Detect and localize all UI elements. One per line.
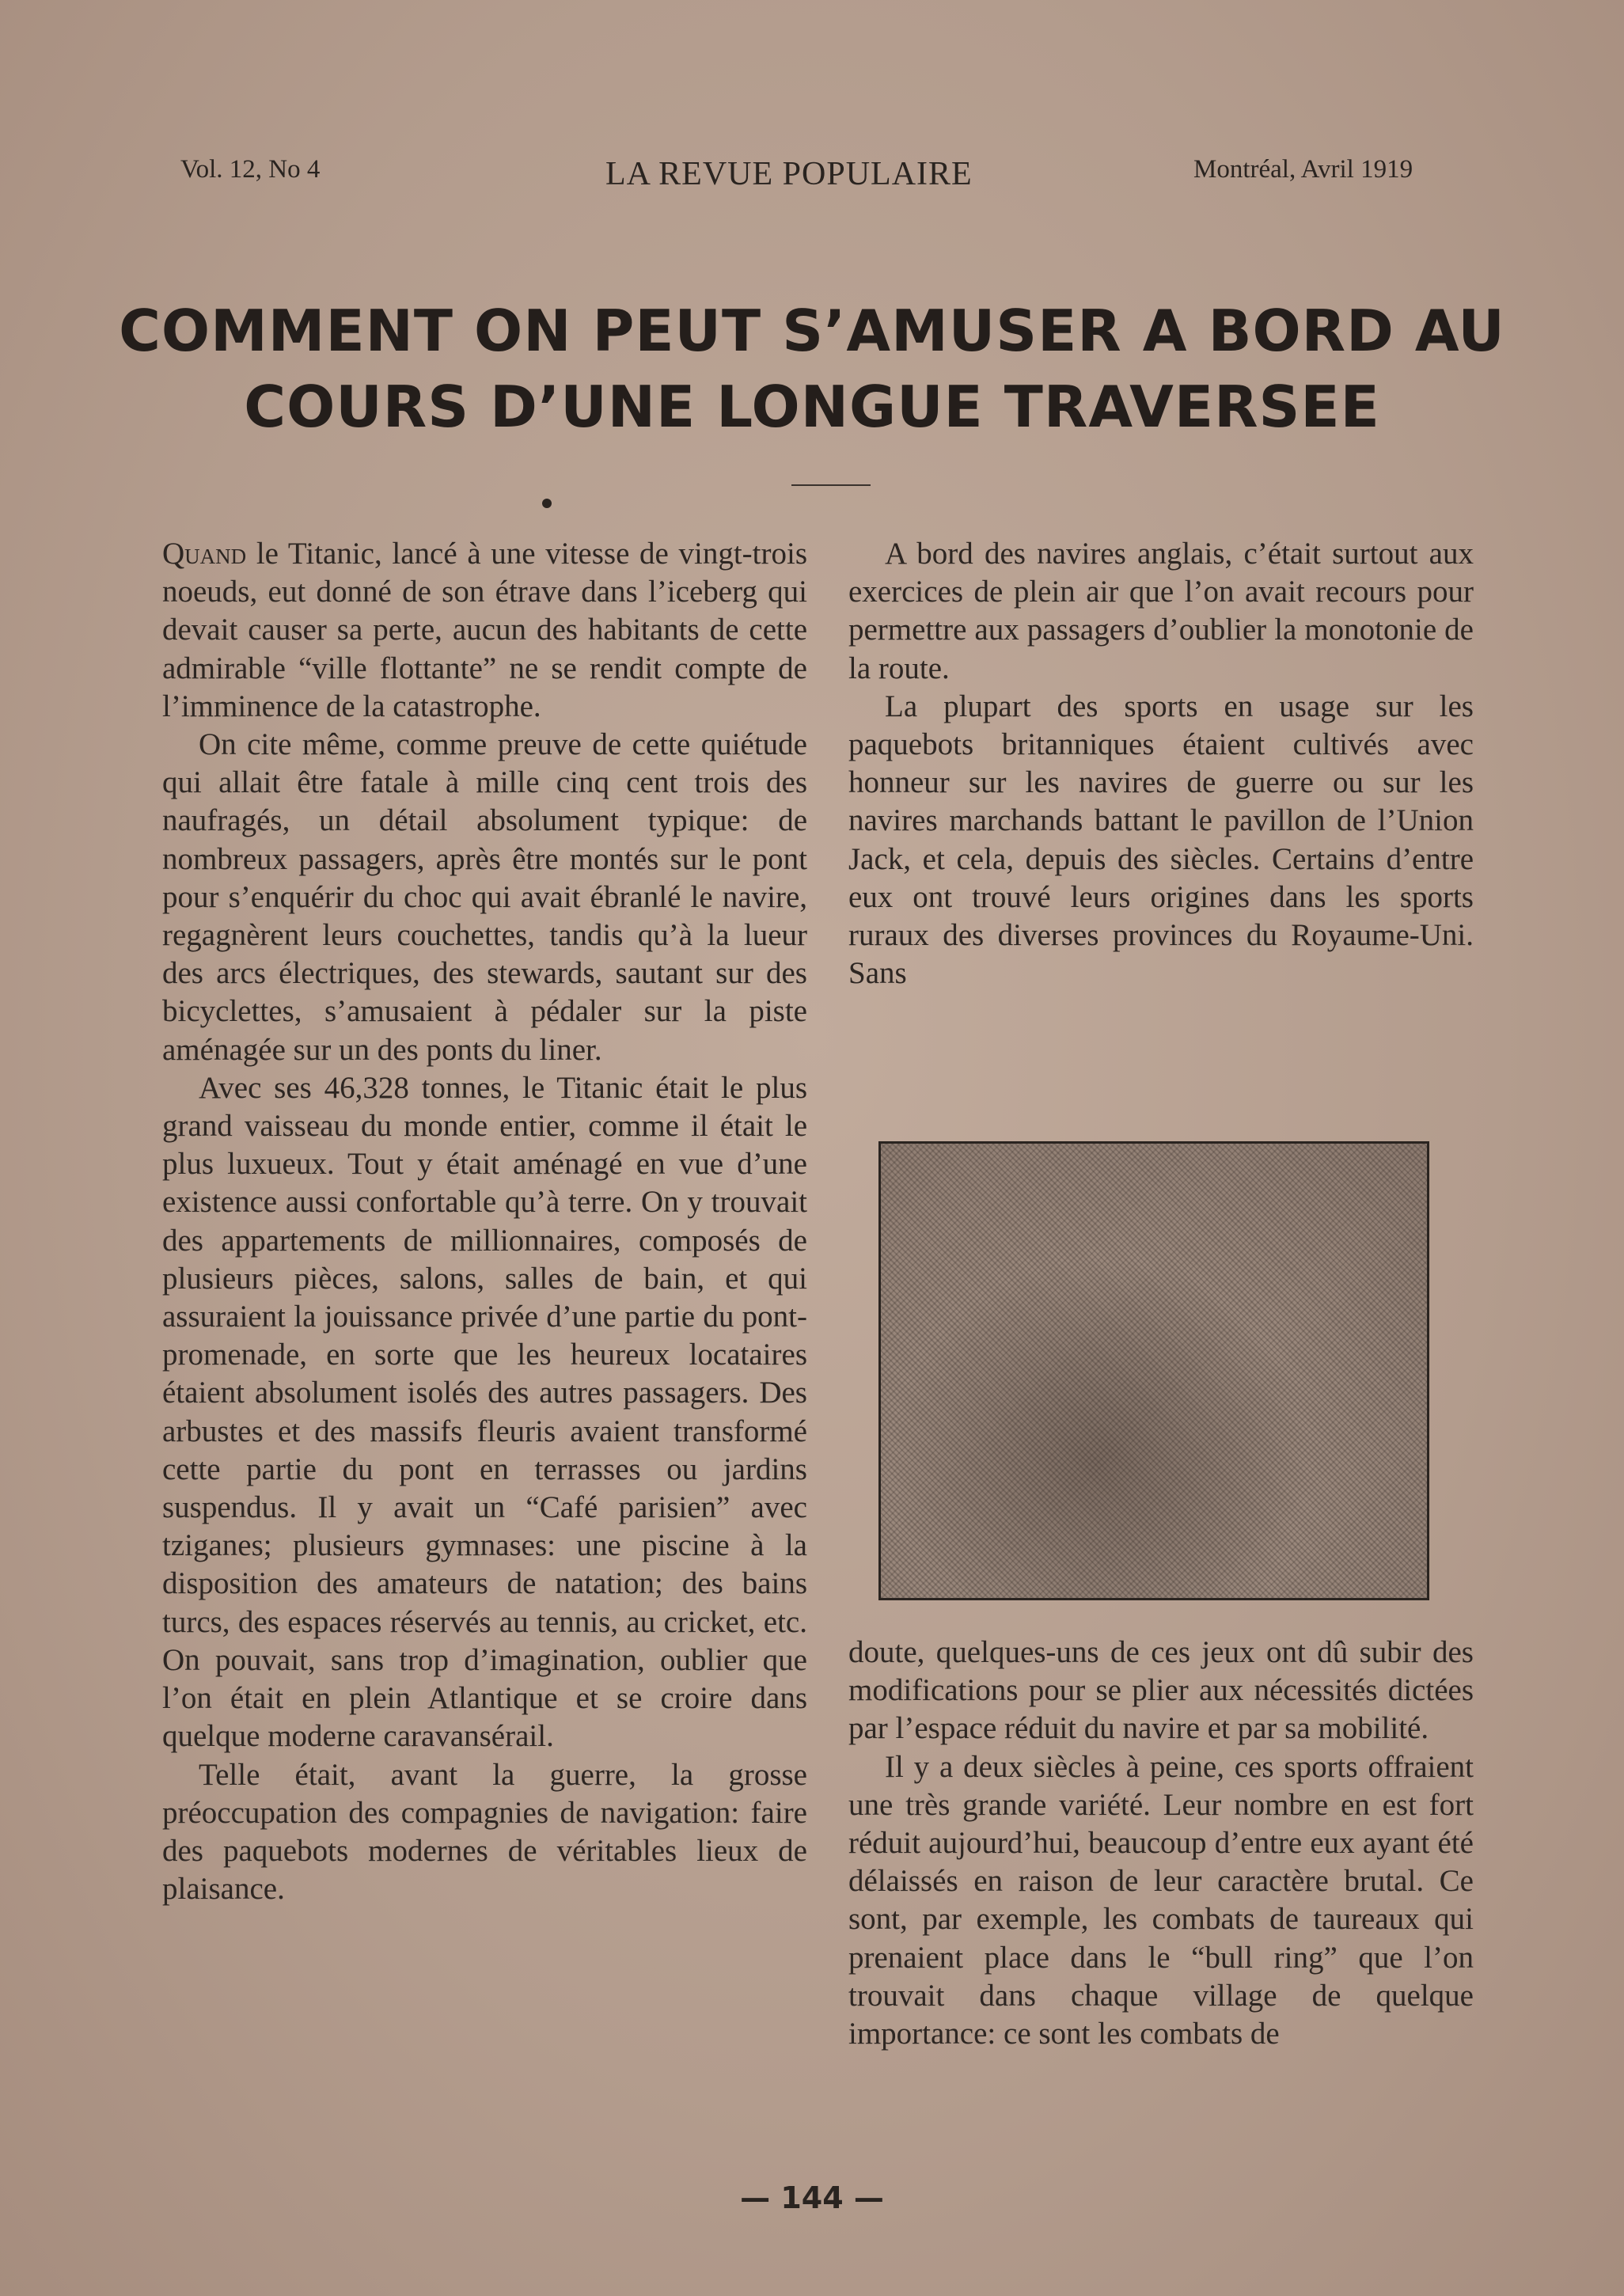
column-right-bottom: [848, 1634, 1474, 2053]
title-rule: [791, 484, 871, 486]
paragraph-1: [162, 535, 807, 726]
volume-number: Vol. 12, No 4: [180, 155, 321, 184]
column-right-top: [848, 535, 1474, 992]
paragraph-5: A bord des navires anglais, c’était surtout aux exercices de plein air que l’on avait recours pour permettre aux passagers d’oublier la monotonie de la route.: [848, 537, 1474, 685]
paragraph-4: Telle était, avant la guerre, la grosse préoccupation des compagnies de navigation: faire des paquebots modernes de véritables lieux de plaisance.: [162, 1757, 807, 1907]
paragraph-6: La plupart des sports en usage sur les paquebots britanniques étaient cultivés avec honneur sur les navires de guerre ou sur les navires marchands battant le pavillon de l’Union Jack, et cela, depuis des siècles. Certains d’entre eux ont trouvé leurs origines dans les sports ruraux des diverses provinces du Royaume-Uni. Sans: [848, 689, 1474, 991]
ornament-dot: [542, 499, 552, 508]
running-header: [0, 155, 1624, 203]
place-date: Montréal, Avril 1919: [1193, 155, 1413, 184]
paragraph-2: On cite même, comme preuve de cette quiétude qui allait être fatale à mille cinq cent trois des naufragés, un détail absolument typique: de nombreux passagers, après être montés sur le pont pour s’enquérir du choc qui avait ébranlé le navire, regagnèrent leurs couchettes, tandis qu’à la lueur des arcs électriques, des stewards, sautant sur des bicyclettes, s’amusaient à pédaler sur la piste aménagée sur un des ponts du liner.: [162, 727, 807, 1067]
drop-cap-word: Quand: [162, 537, 247, 571]
page-number: — 144 —: [740, 2180, 884, 2215]
article-title-line-2: COURS D’UNE LONGUE TRAVERSEE: [244, 374, 1380, 440]
article-title: [119, 293, 1505, 445]
column-left: [162, 535, 807, 1908]
paragraph-1-text: le Titanic, lancé à une vitesse de vingt-trois noeuds, eut donné de son étrave dans l’iceberg qui devait causer sa perte, aucun des habitants de cette admirable “ville flottante” ne se rendit compte de l’imminence de la catastrophe.: [162, 537, 807, 723]
publication-title: LA REVUE POPULAIRE: [605, 156, 973, 192]
paragraph-7: Il y a deux siècles à peine, ces sports offraient une très grande variété. Leur nombre en est fort réduit aujourd’hui, beaucoup d’entre eux ayant été délaissés en raison de leur caractère brutal. Ce sont, par exemple, les combats de taureaux qui prenaient place dans le “bull ring” que l’on trouvait dans chaque village de quelque importance: ce sont les combats de: [848, 1749, 1474, 2051]
illustration-photo: [878, 1141, 1429, 1600]
article-title-line-1: COMMENT ON PEUT S’AMUSER A BORD AU: [119, 298, 1505, 364]
paragraph-6-continued: doute, quelques-uns de ces jeux ont dû subir des modifications pour se plier aux nécessités dictées par l’espace réduit du navire et par sa mobilité.: [848, 1635, 1474, 1746]
paragraph-3: Avec ses 46,328 tonnes, le Titanic était le plus grand vaisseau du monde entier, comme il était le plus luxueux. Tout y était aménagé en vue d’une existence aussi confortable qu’à terre. On y trouvait des appartements de millionnaires, composés de plusieurs pièces, salons, salles de bain, et qui assuraient la jouissance privée d’une partie du pont-promenade, en sorte que les heureux locataires étaient absolument isolés des autres passagers. Des arbustes et des massifs fleuris avaient transformé cette partie du pont en terrasses ou jardins suspendus. Il y avait un “Café parisien” avec tziganes; plusieurs gymnases: une piscine à la disposition des amateurs de natation; des bains turcs, des espaces réservés au tennis, au cricket, etc. On pouvait, sans trop d’imagination, oublier que l’on était en plein Atlantique et se croire dans quelque moderne caravansérail.: [162, 1070, 807, 1754]
